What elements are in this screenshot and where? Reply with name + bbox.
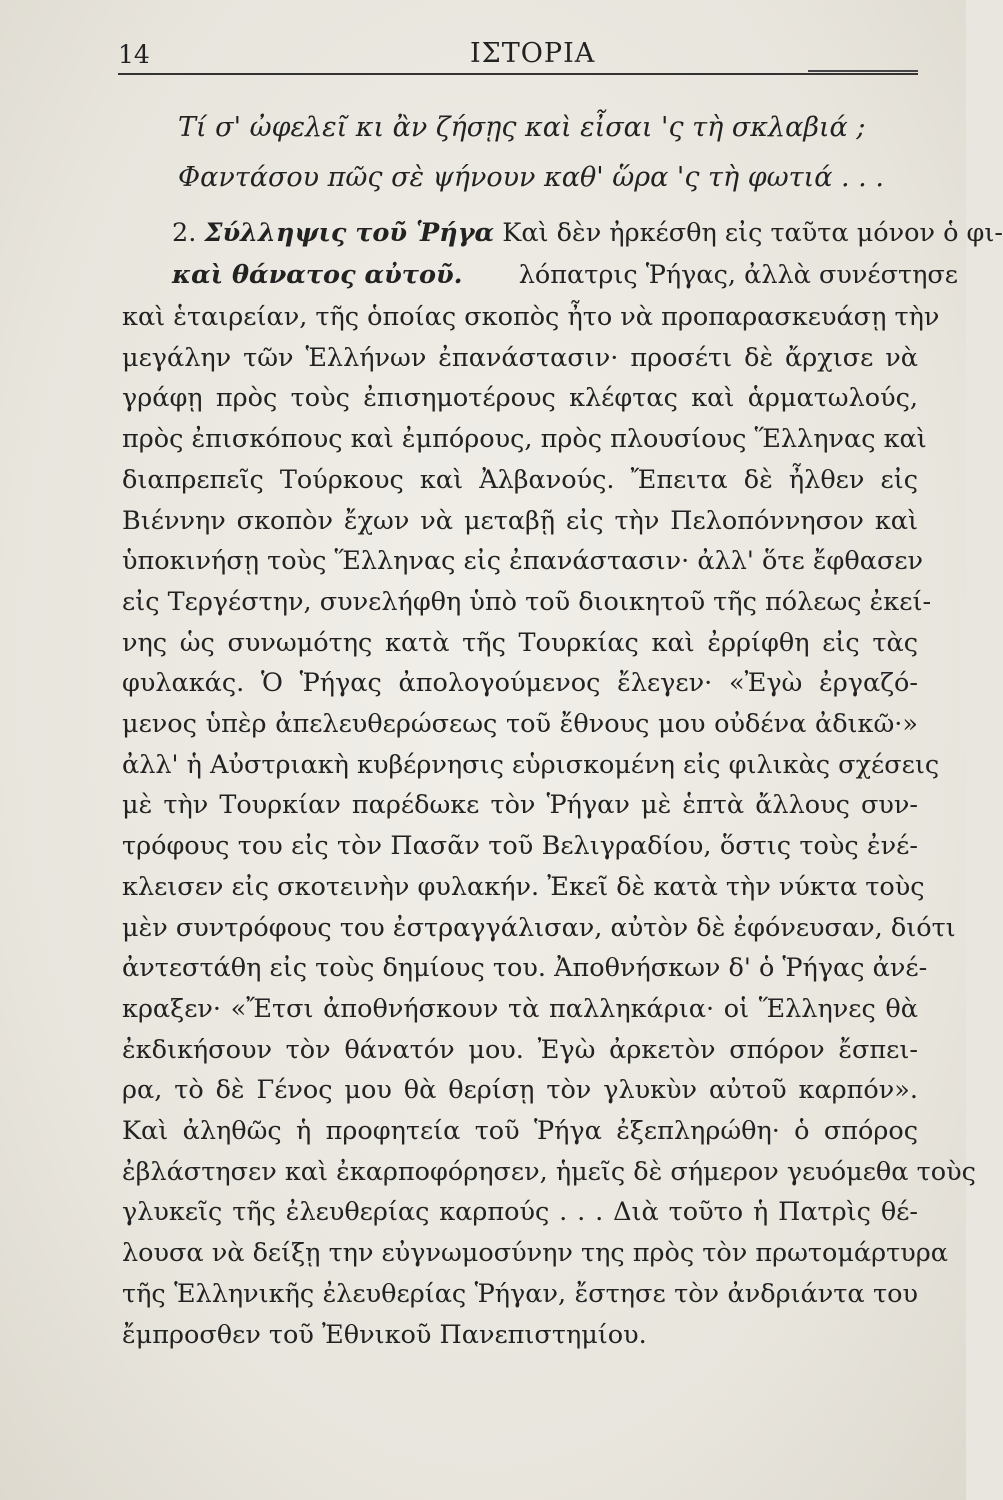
text-line: λουσα νὰ δείξῃ την εὐγνωμοσύνην της πρὸς τὸν πρωτομάρτυρα	[122, 1238, 948, 1269]
text-line: διαπρεπεῖς Τούρκους καὶ Ἀλβανούς. Ἔπειτα δὲ ἦλθεν εἰς	[122, 464, 918, 495]
text-line: μὲν συντρόφους του ἐστραγγάλισαν, αὐτὸν δὲ ἐφόνευσαν, διότι	[122, 912, 956, 943]
text-line: ἀλλ' ἡ Αὐστριακὴ κυβέρνησις εὑρισκομένη εἰς φιλικὰς σχέσεις	[122, 749, 940, 780]
section-number: 2.	[172, 218, 197, 248]
text-line: κλεισεν εἰς σκοτεινὴν φυλακήν. Ἐκεῖ δὲ κατὰ τὴν νύκτα τοὺς	[122, 871, 925, 902]
section-side-head-1: Σύλληψις τοῦ Ῥήγα	[204, 218, 495, 248]
text-line: γλυκεῖς τῆς ἐλευθερίας καρπούς . . . Διὰ τοῦτο ἡ Πατρὶς θέ-	[122, 1197, 918, 1228]
verse-line-1: Τί σ' ὠφελεῖ κι ἂν ζήσῃς καὶ εἶσαι 'ς τὴ σκλαβιά ;	[178, 112, 866, 143]
text-line: Βιέννην σκοπὸν ἔχων νὰ μεταβῇ εἰς τὴν Πελοπόννησον καὶ	[122, 505, 918, 536]
text-line: νης ὡς συνωμότης κατὰ τῆς Τουρκίας καὶ ἐρρίφθη εἰς τὰς	[122, 627, 918, 658]
text-line: ρα, τὸ δὲ Γένος μου θὰ θερίσῃ τὸν γλυκὺν αὐτοῦ καρπόν».	[122, 1075, 918, 1106]
text-line: τρόφους του εἰς τὸν Πασᾶν τοῦ Βελιγραδίου, ὅστις τοὺς ἐνέ-	[122, 831, 918, 862]
text-line: φυλακάς. Ὁ Ῥήγας ἀπολογούμενος ἔλεγεν· «Ἐγὼ ἐργαζό-	[122, 668, 918, 699]
header-rule-accent	[808, 70, 918, 72]
text-line: γράφῃ πρὸς τοὺς ἐπισημοτέρους κλέφτας καὶ ἁρματωλούς,	[122, 383, 918, 414]
section-line-2-text: λόπατρις Ῥήγας, ἀλλὰ συνέστησε	[518, 260, 959, 290]
text-line: ἀντεστάθη εἰς τοὺς δημίους του. Ἀποθνήσκων δ' ὁ Ῥήγας ἀνέ-	[122, 953, 928, 984]
text-line: Καὶ ἀληθῶς ἡ προφητεία τοῦ Ῥήγα ἐξεπληρώθη· ὁ σπόρος	[122, 1116, 918, 1146]
text-line: ὑποκινήσῃ τοὺς Ἕλληνας εἰς ἐπανάστασιν· ἀλλ' ὅτε ἔφθασεν	[122, 546, 924, 577]
text-line: πρὸς ἐπισκόπους καὶ ἐμπόρους, πρὸς πλουσίους Ἕλληνας καὶ	[122, 424, 927, 455]
section-line-1-text: Καὶ δὲν ἠρκέσθη εἰς ταῦτα μόνον ὁ φι-	[502, 218, 1003, 248]
text-line: ἐβλάστησεν καὶ ἐκαρποφόρησεν, ἡμεῖς δὲ σήμερον γευόμεθα τοὺς	[122, 1156, 976, 1187]
page-number: 14	[118, 40, 150, 69]
running-head: ΙΣΤΟΡΙΑ	[470, 38, 596, 69]
section-side-head-2: καὶ θάνατος αὐτοῦ.	[172, 260, 463, 290]
text-line: ἐκδικήσουν τὸν θάνατόν μου. Ἐγὼ ἀρκετὸν σπόρον ἔσπει-	[122, 1034, 918, 1065]
text-line: εἰς Τεργέστην, συνελήφθη ὑπὸ τοῦ διοικητοῦ τῆς πόλεως ἐκεί-	[122, 586, 932, 617]
text-line: μὲ τὴν Τουρκίαν παρέδωκε τὸν Ῥήγαν μὲ ἑπτὰ ἄλλους συν-	[122, 790, 918, 821]
text-line: τῆς Ἑλληνικῆς ἐλευθερίας Ῥήγαν, ἔστησε τὸν ἀνδριάντα του	[122, 1278, 918, 1309]
text-line: ἔμπροσθεν τοῦ Ἐθνικοῦ Πανεπιστημίου.	[122, 1319, 647, 1350]
section-line-1	[172, 214, 1003, 252]
section-line-2	[172, 256, 959, 294]
text-line: μενος ὑπὲρ ἀπελευθερώσεως τοῦ ἔθνους μου οὐδένα ἀδικῶ·»	[122, 709, 918, 739]
text-line: κραξεν· «Ἔτσι ἀποθνήσκουν τὰ παλληκάρια· οἱ Ἕλληνες θὰ	[122, 993, 918, 1024]
verse-line-2: Φαντάσου πῶς σὲ ψήνουν καθ' ὥρα 'ς τὴ φωτιά . . .	[178, 162, 884, 193]
page-header	[118, 36, 918, 76]
text-line: μεγάλην τῶν Ἑλλήνων ἐπανάστασιν· προσέτι δὲ ἄρχισε νὰ	[122, 342, 918, 373]
header-rule	[118, 73, 918, 75]
text-line: καὶ ἑταιρείαν, τῆς ὁποίας σκοπὸς ἦτο νὰ προπαρασκευάσῃ τὴν	[122, 302, 940, 332]
